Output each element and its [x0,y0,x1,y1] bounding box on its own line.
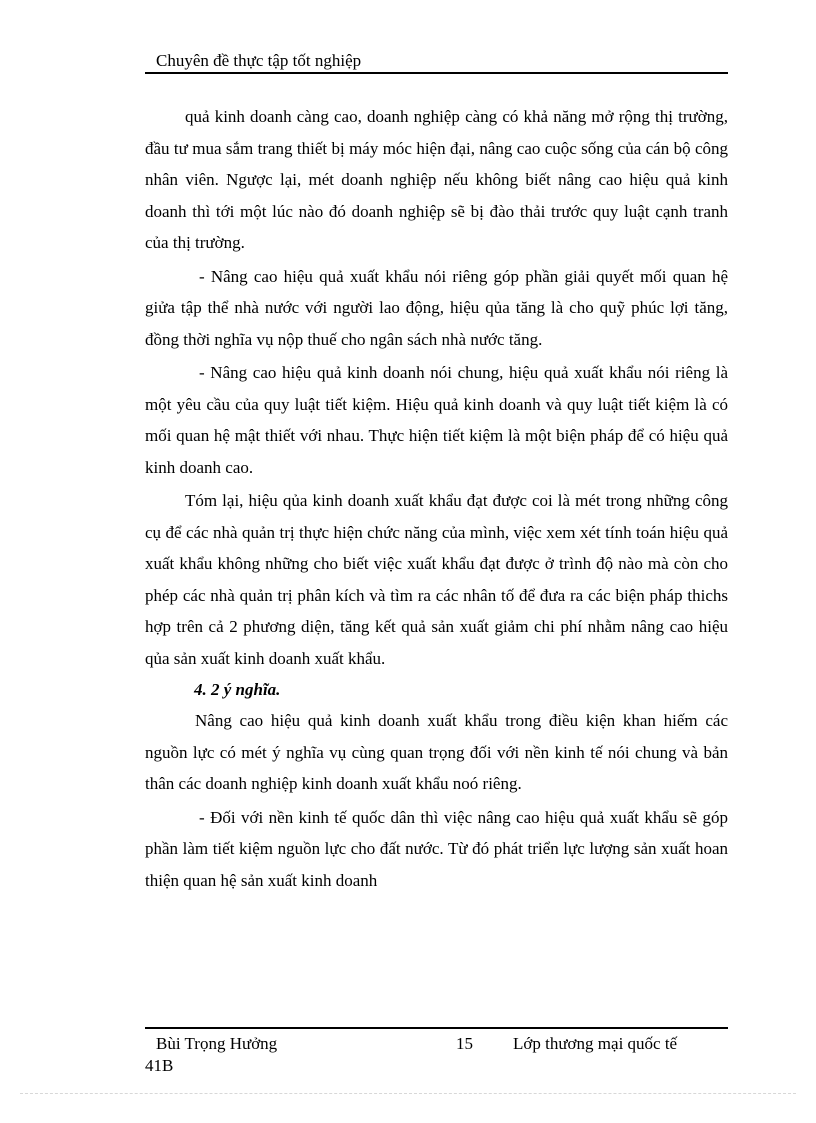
page-edge-divider [20,1093,796,1094]
footer-author: Bùi Trọng Hưởng [156,1034,278,1053]
section-heading: 4. 2 ý nghĩa. [194,680,281,699]
footer-page-number: 15 [456,1034,473,1053]
body-text [145,101,728,896]
paragraph-national-economy: - Đối với nền kinh tế quốc dân thì việc nâng cao hiệu quả xuất khẩu sẽ góp phần làm tiết kiệm nguồn lực cho đất nước. Từ đó phát triển lực lượng sản xuất hoan thiện quan hệ sản xuất kinh doanh [145,807,728,890]
paragraph-saving-law: - Nâng cao hiệu quả kinh doanh nói chung, hiệu quả xuất khẩu nói riêng là một yêu cầu của quy luật tiết kiệm. Hiệu quả kinh doanh và quy luật tiết kiệm là có mối quan hệ mật thiết với nhau. Thực hiện tiết kiệm là một biện pháp để có hiệu quả kinh doanh cao. [145,363,728,477]
footer-class-name: Lớp thương mại quốc tế [513,1034,678,1053]
header-title: Chuyên đề thực tập tốt nghiệp [156,51,362,70]
paragraph-significance: Nâng cao hiệu quả kinh doanh xuất khẩu trong điều kiện khan hiếm các nguồn lực có mét ý nghĩa vụ cùng quan trọng đối với nền kinh tế nói chung và bản thân các doanh nghiệp kinh doanh xuất khẩu noó riêng. [145,711,728,793]
paragraph-efficiency-intro: quả kinh doanh càng cao, doanh nghiệp càng có khả năng mở rộng thị trường, đầu tư mua sắm trang thiết bị máy móc hiện đại, nâng cao cuộc sống của cán bộ công nhân viên. Ngược lại, mét doanh nghiệp nếu không biết nâng cao hiệu quả kinh doanh thì tới một lúc nào đó doanh nghiệp sẽ bị đào thải trước quy luật cạnh tranh của thị trường. [145,107,728,252]
page-header [145,50,728,74]
footer-class-code: 41B [145,1056,174,1075]
footer-divider [145,1027,728,1029]
paragraph-export-welfare: - Nâng cao hiệu quả xuất khẩu nói riêng góp phần giải quyết mối quan hệ giửa tập thể nhà nước với người lao động, hiệu qủa tăng là cho quỹ phúc lợi tăng, đồng thời nghĩa vụ nộp thuế cho ngân sách nhà nước tăng. [145,266,728,349]
paragraph-summary: Tóm lại, hiệu qủa kinh doanh xuất khẩu đạt được coi là mét trong những công cụ để các nhà quản trị thực hiện chức năng của mình, việc xem xét tính toán hiệu quả xuất khẩu không những cho biết việc xuất khẩu đạt được ở trình độ nào mà còn cho phép các nhà quản trị phân kích và tìm ra các nhân tố để đưa ra các biện pháp thichs hợp trên cả 2 phương diện, tăng kết quả sản xuất giảm chi phí nhằm nâng cao hiệu qủa sản xuất kinh doanh xuất khẩu. [145,491,728,668]
